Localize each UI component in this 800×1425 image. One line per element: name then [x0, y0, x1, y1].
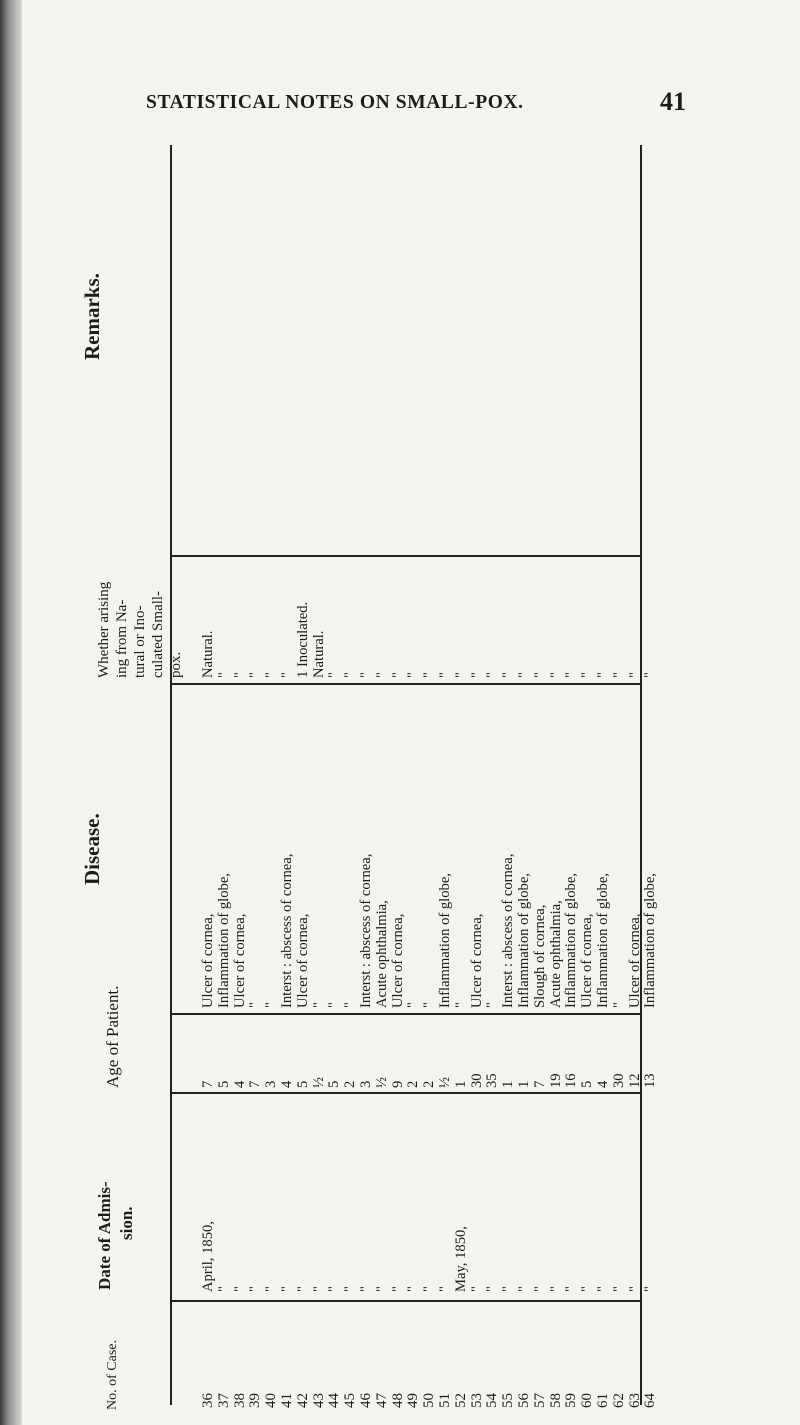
cell-no: 63: [626, 1393, 643, 1408]
header-source-line4: culated Small-: [150, 590, 166, 678]
cell-disease: ": [342, 1002, 359, 1008]
cell-no: 36: [200, 1393, 216, 1408]
cell-date: ": [595, 1286, 611, 1292]
cell-source: ": [626, 672, 643, 678]
cell-disease: Interst : abscess of cornea,: [279, 853, 295, 1008]
cell-no: 61: [595, 1393, 611, 1408]
cell-no: 59: [563, 1393, 580, 1408]
cell-source: ": [468, 672, 485, 678]
cell-no: 37: [215, 1393, 232, 1408]
cell-source: ": [531, 672, 548, 678]
cell-disease: Acute ophthalmia,: [547, 900, 564, 1008]
cell-disease: ": [484, 1002, 501, 1008]
cell-no: 56: [516, 1393, 532, 1408]
cell-disease: Inflammation of globe,: [563, 873, 580, 1008]
cell-age: 2: [405, 1080, 422, 1088]
page-header: [146, 87, 686, 126]
cell-no: 57: [531, 1393, 548, 1408]
cell-age: 7: [531, 1080, 548, 1088]
cell-date: ": [563, 1286, 580, 1292]
cell-disease: Inflammation of globe,: [516, 873, 532, 1008]
cell-source: ": [215, 672, 232, 678]
cell-no: 45: [342, 1393, 359, 1408]
cell-no: 39: [247, 1393, 264, 1408]
cell-age: 5: [294, 1080, 311, 1088]
cell-age: 4: [231, 1080, 248, 1088]
cell-date: ": [294, 1286, 311, 1292]
cell-date: ": [247, 1286, 264, 1292]
cell-disease: Ulcer of cornea,: [579, 913, 596, 1008]
cell-age: 7: [247, 1080, 264, 1088]
cell-source: ": [231, 672, 248, 678]
cell-age: 3: [358, 1080, 374, 1088]
cell-no: 47: [373, 1393, 390, 1408]
cell-disease: Ulcer of cornea,: [294, 913, 311, 1008]
cell-date: ": [405, 1286, 422, 1292]
cell-no: 51: [437, 1393, 453, 1408]
cell-source: ": [642, 672, 659, 678]
cell-age: ½: [437, 1077, 453, 1088]
page-number: 41: [660, 87, 686, 116]
header-divider-disease: [170, 1013, 642, 1015]
cell-age: 5: [326, 1080, 343, 1088]
header-remarks: Remarks.: [80, 273, 104, 360]
cell-disease: ": [452, 1002, 469, 1008]
cell-disease: ": [247, 1002, 264, 1008]
cell-source: ": [263, 672, 280, 678]
cell-age: 4: [279, 1080, 295, 1088]
cell-no: 41: [279, 1393, 295, 1408]
cell-no: 60: [579, 1393, 596, 1408]
cell-disease: ": [310, 1002, 327, 1008]
cell-date: ": [500, 1286, 517, 1292]
cell-age: 9: [389, 1080, 406, 1088]
cell-no: 53: [468, 1393, 485, 1408]
cell-no: 52: [452, 1393, 469, 1408]
cell-no: 54: [484, 1393, 501, 1408]
cell-no: 49: [405, 1393, 422, 1408]
cell-source: ": [247, 672, 264, 678]
header-date-line1: Date of Admis-: [95, 1181, 114, 1290]
cell-age: 30: [468, 1073, 485, 1088]
cell-disease: ": [405, 1002, 422, 1008]
table-top-rule: [640, 145, 642, 1405]
header-age: Age of Patient.: [103, 985, 122, 1088]
cell-no: 50: [421, 1393, 438, 1408]
cell-disease: Acute ophthalmia,: [373, 900, 390, 1008]
cell-age: 2: [342, 1080, 359, 1088]
cell-age: 2: [421, 1080, 438, 1088]
cell-disease: ": [421, 1002, 438, 1008]
cell-date: ": [642, 1286, 659, 1292]
cell-disease: Ulcer of cornea,: [468, 913, 485, 1008]
cell-date: May, 1850,: [452, 1226, 469, 1292]
cell-date: ": [342, 1286, 359, 1292]
cell-source: ": [326, 672, 343, 678]
cell-age: ½: [310, 1077, 327, 1088]
cell-disease: Ulcer of cornea,: [231, 913, 248, 1008]
cell-source: ": [373, 672, 390, 678]
cell-date: ": [310, 1286, 327, 1292]
cell-disease: Ulcer of cornea,: [200, 913, 216, 1008]
book-spine-shadow: [0, 0, 22, 1425]
cell-source: ": [389, 672, 406, 678]
cell-disease: Inflammation of globe,: [437, 873, 453, 1008]
cell-source: Natural.: [310, 630, 327, 678]
cell-age: 1: [500, 1080, 517, 1088]
cell-date: ": [389, 1286, 406, 1292]
cell-age: 13: [642, 1073, 659, 1088]
header-source-line1: Whether arising: [96, 581, 112, 678]
cell-source: ": [484, 672, 501, 678]
cell-no: 64: [642, 1393, 659, 1408]
cell-disease: ": [610, 1002, 627, 1008]
header-date-line2: sion.: [117, 1206, 136, 1240]
cell-source: ": [279, 672, 295, 678]
cell-source: ": [500, 672, 517, 678]
cell-no: 40: [263, 1393, 280, 1408]
cell-no: 43: [310, 1393, 327, 1408]
cell-age: 5: [579, 1080, 596, 1088]
cell-disease: Interst : abscess of cornea,: [500, 853, 517, 1008]
cell-date: ": [263, 1286, 280, 1292]
cell-age: 19: [547, 1073, 564, 1088]
cell-age: ½: [373, 1077, 390, 1088]
cell-no: 58: [547, 1393, 564, 1408]
cell-date: ": [468, 1286, 485, 1292]
cell-date: ": [437, 1286, 453, 1292]
cell-source: ": [563, 672, 580, 678]
cell-source: ": [452, 672, 469, 678]
header-divider-age: [170, 1092, 642, 1094]
cell-date: ": [326, 1286, 343, 1292]
cell-no: 44: [326, 1393, 343, 1408]
cell-source: ": [358, 672, 374, 678]
cell-age: 16: [563, 1073, 580, 1088]
cell-source: ": [342, 672, 359, 678]
cell-disease: Slough of cornea,: [531, 904, 548, 1008]
header-divider-date: [170, 1300, 642, 1302]
header-source-line5: pox.: [168, 651, 184, 678]
running-title: STATISTICAL NOTES ON SMALL-POX.: [146, 92, 524, 113]
header-divider-remarks: [170, 555, 642, 557]
cell-no: 42: [294, 1393, 311, 1408]
cell-no: 46: [358, 1393, 374, 1408]
cell-date: ": [579, 1286, 596, 1292]
cell-source: ": [547, 672, 564, 678]
cell-age: 35: [484, 1073, 501, 1088]
cell-disease: Ulcer of cornea,: [389, 913, 406, 1008]
cell-disease: Inflammation of globe,: [215, 873, 232, 1008]
table-left-rule: [170, 145, 172, 1405]
cell-source: ": [595, 672, 611, 678]
cell-date: ": [231, 1286, 248, 1292]
header-divider-source: [170, 683, 642, 685]
cell-date: ": [610, 1286, 627, 1292]
cell-source: ": [610, 672, 627, 678]
cell-source: ": [421, 672, 438, 678]
header-source-line2: ing from Na-: [114, 599, 130, 678]
cell-source: 1 Inoculated.: [294, 601, 311, 678]
cell-date: April, 1850,: [200, 1221, 216, 1292]
cell-disease: Inflammation of globe,: [642, 873, 659, 1008]
cell-no: 48: [389, 1393, 406, 1408]
cell-age: 1: [452, 1080, 469, 1088]
cell-disease: ": [263, 1002, 280, 1008]
cell-date: ": [547, 1286, 564, 1292]
header-disease: Disease.: [80, 813, 104, 885]
cell-source: Natural.: [200, 630, 216, 678]
cell-date: ": [373, 1286, 390, 1292]
cell-age: 7: [200, 1080, 216, 1088]
cell-date: ": [421, 1286, 438, 1292]
cell-source: ": [516, 672, 532, 678]
cell-disease: ": [326, 1002, 343, 1008]
cell-date: ": [484, 1286, 501, 1292]
cell-age: 4: [595, 1080, 611, 1088]
header-no: No. of Case.: [105, 1340, 120, 1410]
header-source-line3: tural or Ino-: [132, 605, 148, 678]
cell-no: 62: [610, 1393, 627, 1408]
cell-source: ": [405, 672, 422, 678]
cell-disease: Inflammation of globe,: [595, 873, 611, 1008]
cell-disease: Ulcer of cornea,: [626, 913, 643, 1008]
cell-no: 55: [500, 1393, 517, 1408]
cell-no: 38: [231, 1393, 248, 1408]
cell-age: 30: [610, 1073, 627, 1088]
cell-age: 1: [516, 1080, 532, 1088]
cell-date: ": [531, 1286, 548, 1292]
cell-disease: Interst : abscess of cornea,: [358, 853, 374, 1008]
cell-age: 5: [215, 1080, 232, 1088]
cell-age: 12: [626, 1073, 643, 1088]
cell-date: ": [516, 1286, 532, 1292]
cell-age: 3: [263, 1080, 280, 1088]
cell-date: ": [279, 1286, 295, 1292]
cell-source: ": [579, 672, 596, 678]
cell-date: ": [626, 1286, 643, 1292]
cell-date: ": [215, 1286, 232, 1292]
cell-date: ": [358, 1286, 374, 1292]
cell-source: ": [437, 672, 453, 678]
